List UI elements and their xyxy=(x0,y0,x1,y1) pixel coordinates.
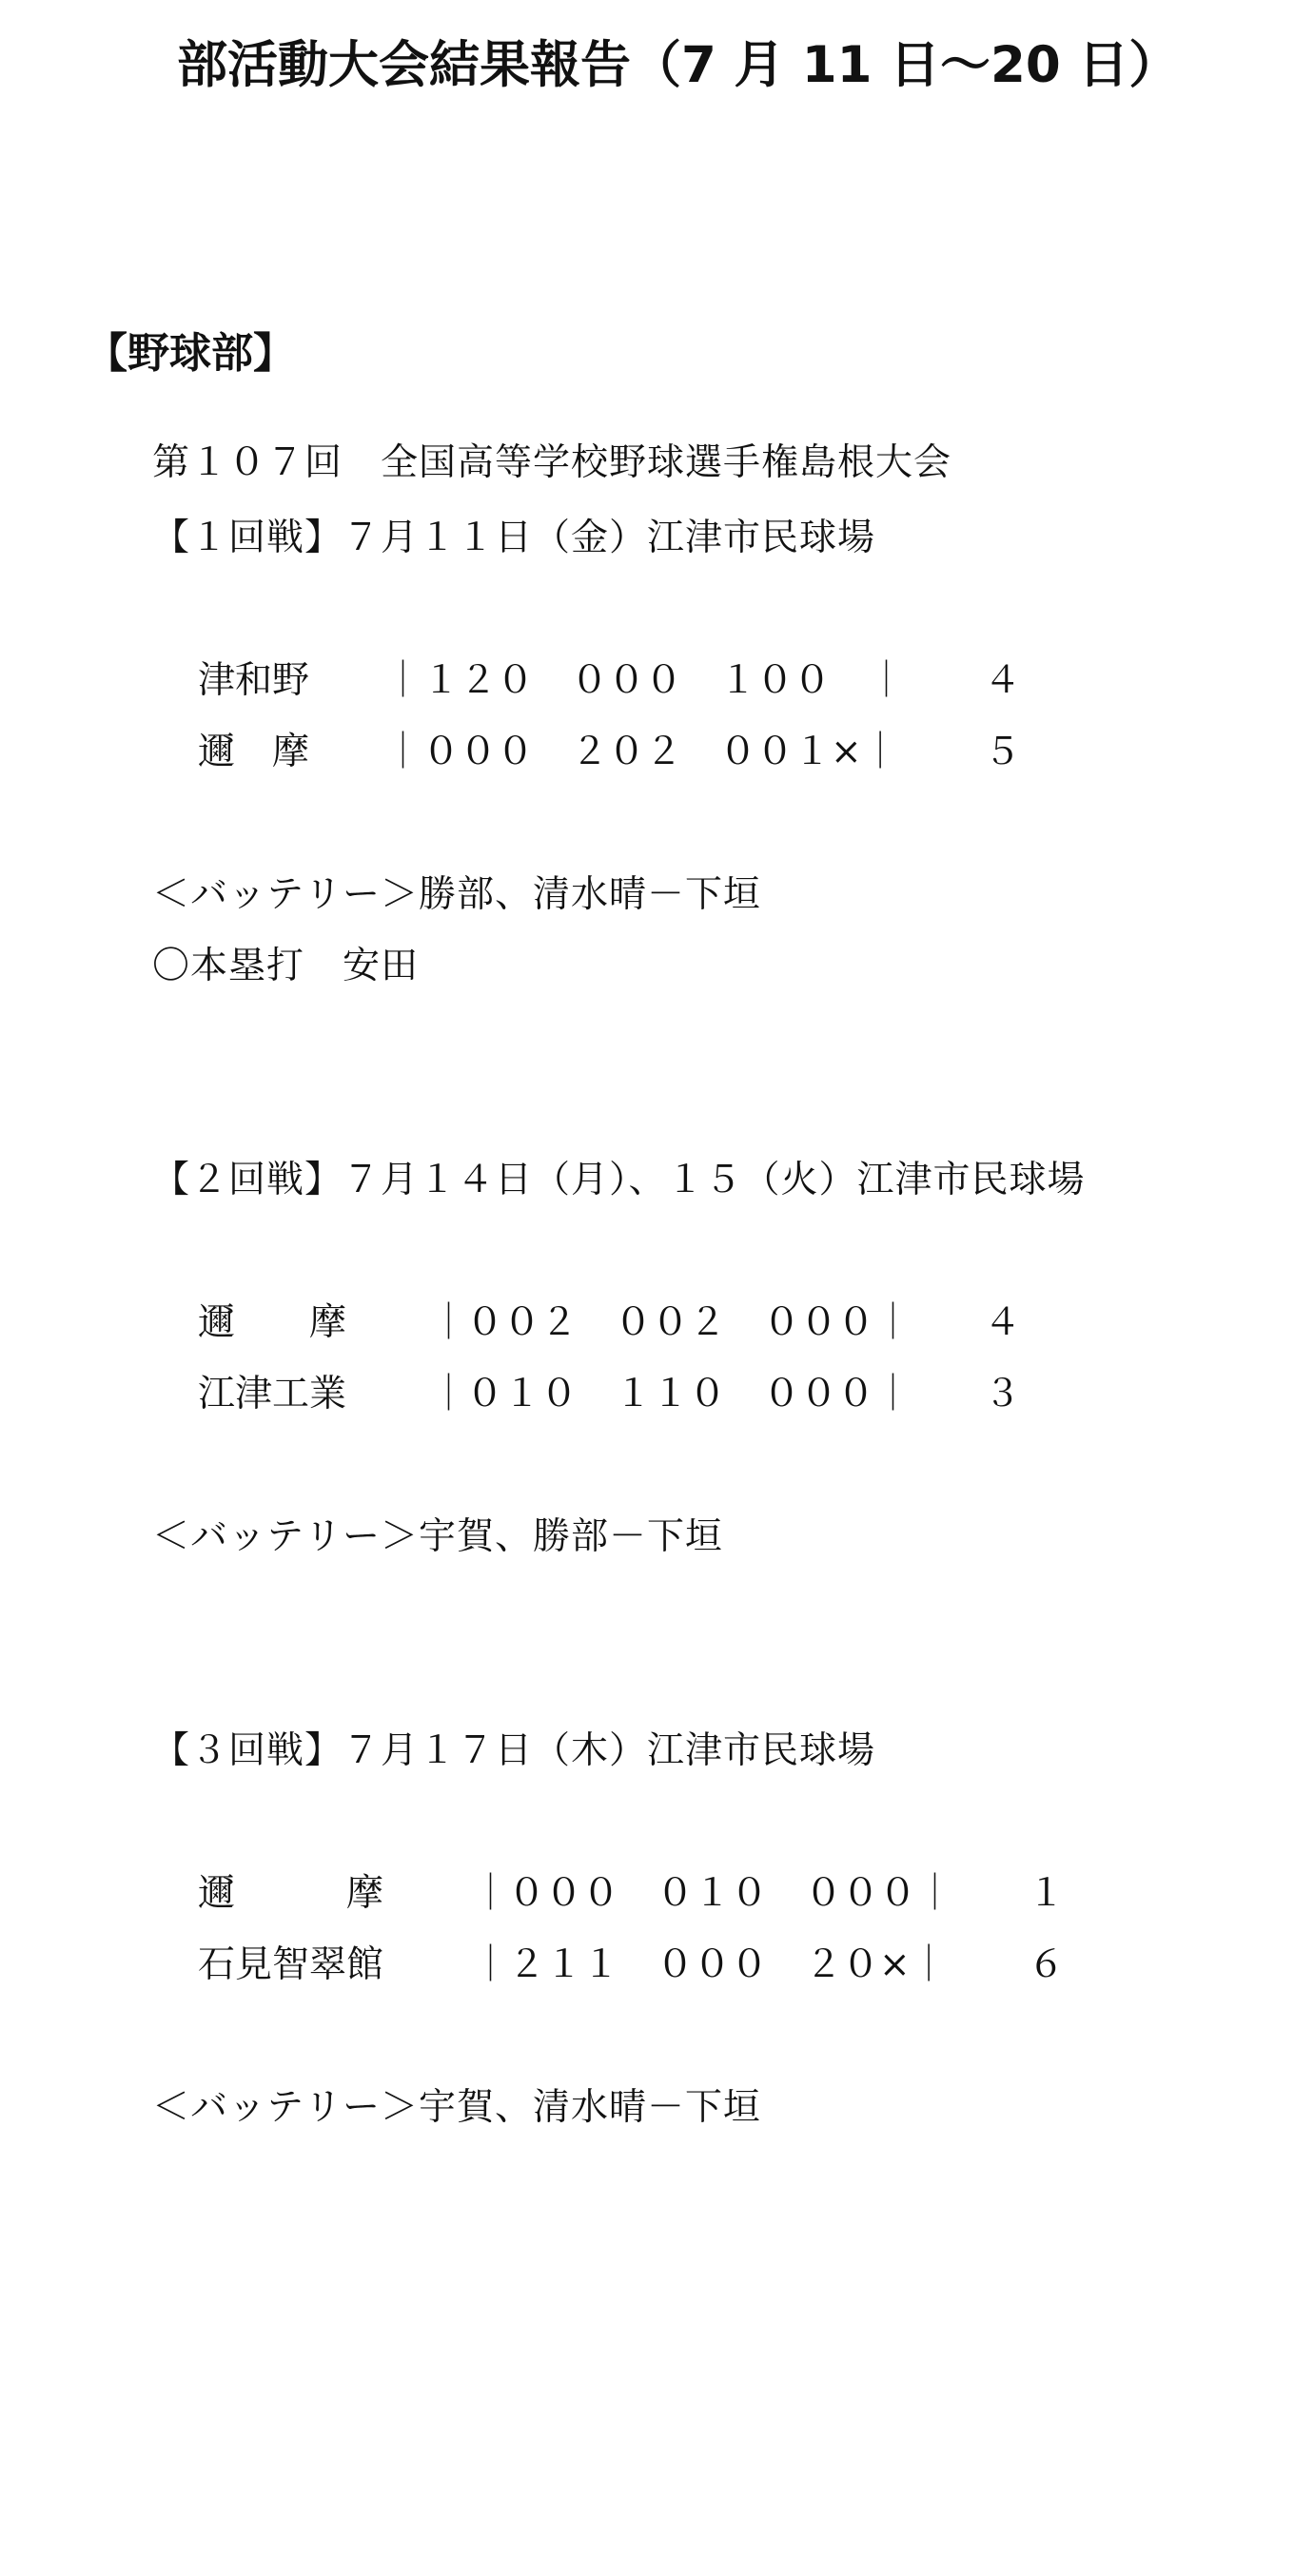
score-row xyxy=(0,1373,1314,1417)
section-heading-baseball: 【野球部】 xyxy=(86,329,295,378)
team-name: 石見智翠館 xyxy=(198,1943,384,1986)
inning-scores: １２０ ０００ １００ ｜ xyxy=(422,659,906,702)
score-row xyxy=(0,1943,1314,1988)
team-name: 江津工業 xyxy=(198,1373,347,1415)
inning-scores: ００２ ００２ ０００｜ xyxy=(466,1301,912,1344)
inning-scores: ０１０ １１０ ０００｜ xyxy=(466,1373,912,1415)
score-separator: ｜ xyxy=(384,731,422,773)
game-2-header: 【２回戦】７月１４日（月）、１５（火）江津市民球場 xyxy=(152,1159,1086,1201)
score-separator: ｜ xyxy=(430,1373,468,1415)
team-name: 津和野 xyxy=(198,659,310,702)
game-1-battery: ＜バッテリー＞勝部、清水晴－下垣 xyxy=(152,873,762,916)
inning-scores: ０００ ２０２ ００１×｜ xyxy=(422,731,899,773)
score-separator: ｜ xyxy=(430,1301,468,1344)
team-name: 邇 摩 xyxy=(198,1872,384,1915)
inning-scores: ２１１ ０００ ２０×｜ xyxy=(508,1943,948,1986)
score-separator: ｜ xyxy=(472,1872,510,1915)
document-title: 部活動大会結果報告（7 月 11 日〜20 日） xyxy=(177,36,1180,94)
total-score: ４ xyxy=(984,659,1022,702)
total-score: ６ xyxy=(1028,1943,1066,1986)
tournament-name: 第１０７回 全国高等学校野球選手権島根大会 xyxy=(152,441,952,484)
inning-scores: ０００ ０１０ ０００｜ xyxy=(508,1872,954,1915)
score-separator: ｜ xyxy=(384,659,422,702)
team-name: 邇 摩 xyxy=(198,731,310,773)
game-1-header: 【１回戦】７月１１日（金）江津市民球場 xyxy=(152,517,876,559)
total-score: ３ xyxy=(984,1373,1022,1415)
game-2-battery: ＜バッテリー＞宇賀、勝部－下垣 xyxy=(152,1515,724,1558)
team-name: 邇 摩 xyxy=(198,1301,347,1344)
game-3-header: 【３回戦】７月１７日（木）江津市民球場 xyxy=(152,1729,876,1772)
score-row xyxy=(0,1872,1314,1917)
score-row xyxy=(0,1301,1314,1346)
game-1-homerun: 〇本塁打 安田 xyxy=(152,945,420,987)
total-score: ４ xyxy=(984,1301,1022,1344)
score-row xyxy=(0,733,1314,775)
game-3-battery: ＜バッテリー＞宇賀、清水晴－下垣 xyxy=(152,2086,762,2129)
total-score: １ xyxy=(1028,1872,1066,1915)
score-row xyxy=(0,659,1314,704)
total-score: ５ xyxy=(984,731,1022,773)
score-separator: ｜ xyxy=(472,1943,510,1986)
